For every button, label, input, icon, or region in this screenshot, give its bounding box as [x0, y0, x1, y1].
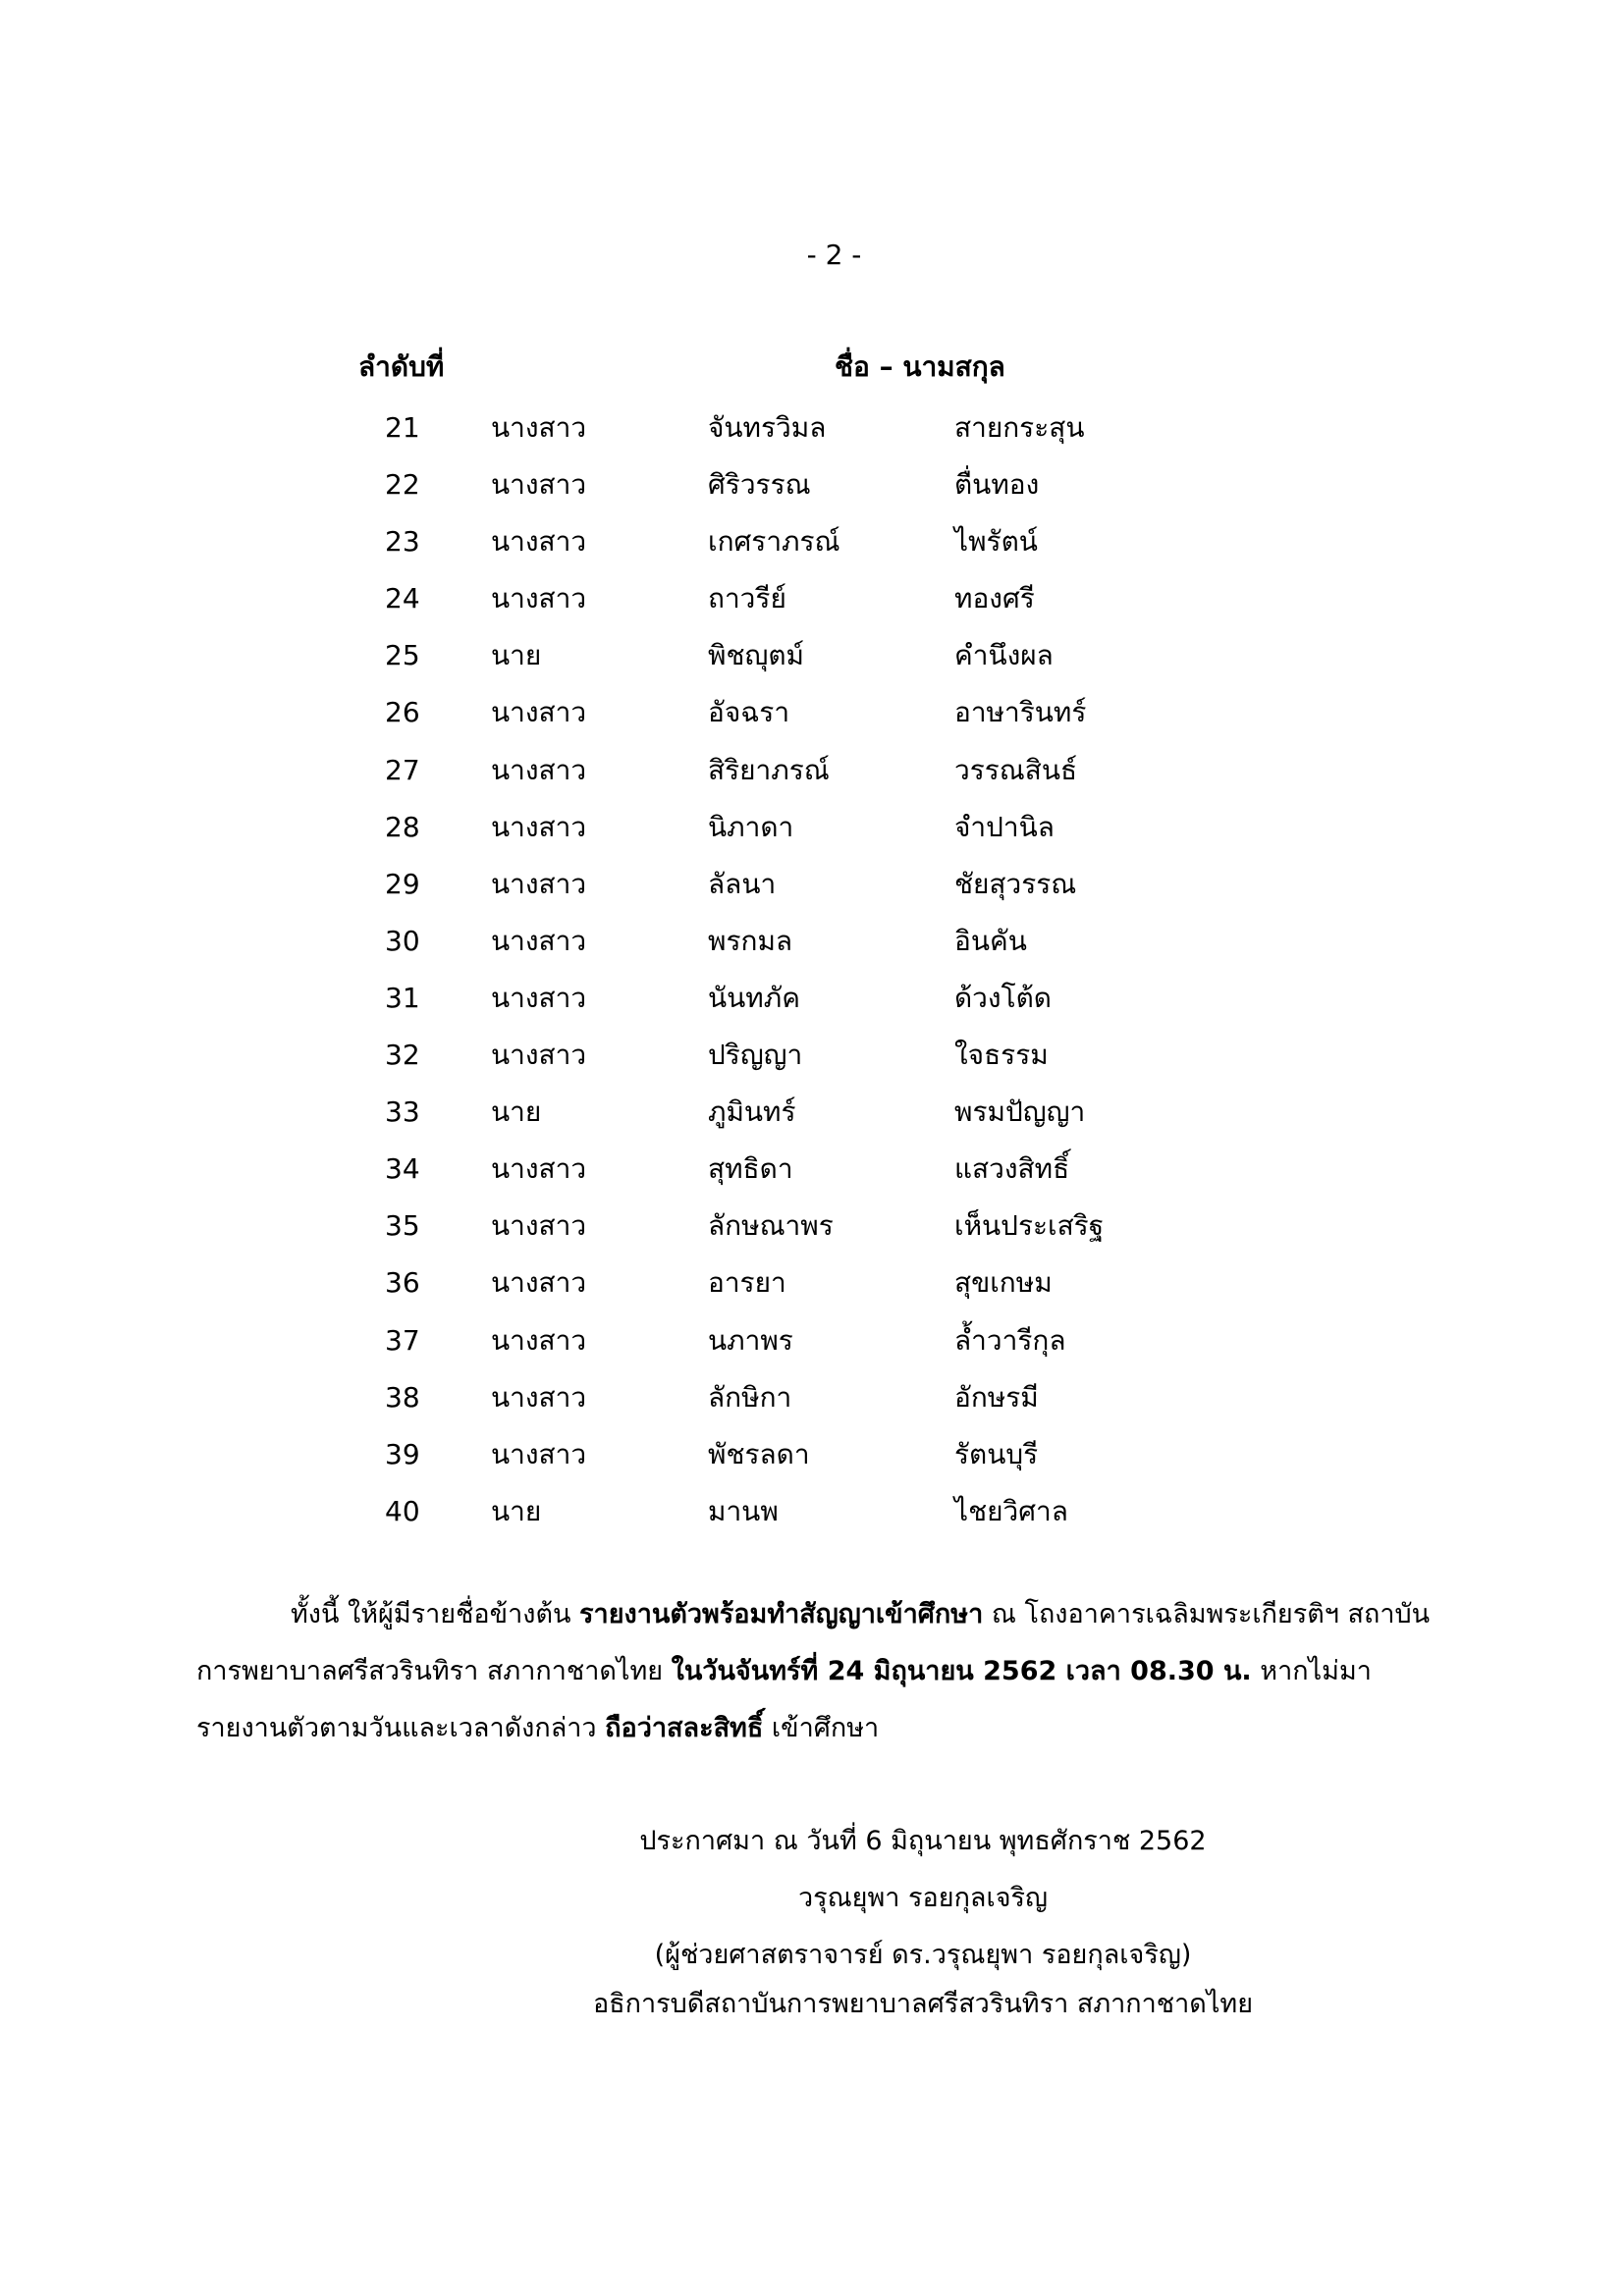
row-first-name: พิชญุตม์	[708, 639, 804, 672]
row-first-name: ลักษณาพร	[708, 1209, 834, 1243]
row-title: นางสาว	[491, 1380, 587, 1414]
row-last-name: อักษรมี	[954, 1380, 1039, 1414]
row-first-name: สุทธิดา	[708, 1152, 793, 1186]
row-first-name: มานพ	[708, 1494, 779, 1527]
row-number: 36	[385, 1266, 420, 1300]
signed-name: วรุณยุพา รอยกุลเจริญ	[797, 1883, 1049, 1913]
row-title: นางสาว	[491, 411, 587, 444]
row-number: 23	[385, 525, 420, 559]
header-full-name: ชื่อ – นามสกุล	[835, 350, 1005, 383]
row-first-name: ลัลนา	[708, 867, 777, 900]
table-row	[0, 1032, 1624, 1089]
row-first-name: เกศราภรณ์	[708, 525, 840, 559]
row-title: นาย	[491, 1095, 542, 1129]
table-row	[0, 1146, 1624, 1202]
row-number: 31	[385, 981, 420, 1014]
row-number: 27	[385, 753, 420, 786]
row-title: นางสาว	[491, 1323, 587, 1357]
row-number: 38	[385, 1380, 420, 1414]
header-sequence-number: ลำดับที่	[358, 350, 445, 383]
row-title: นาย	[491, 1494, 542, 1527]
row-number: 25	[385, 639, 420, 672]
row-number: 33	[385, 1095, 420, 1129]
row-last-name: สุขเกษม	[954, 1266, 1053, 1300]
table-row	[0, 632, 1624, 689]
table-header	[0, 346, 1624, 389]
row-first-name: ปริญญา	[708, 1039, 803, 1072]
signatory-full-name: (ผู้ช่วยศาสตราจารย์ ดร.วรุณยุพา รอยกุลเจริญ)	[654, 1940, 1192, 1970]
row-last-name: ชัยสุวรรณ	[954, 867, 1077, 900]
announcement-paragraph	[196, 1586, 1448, 1757]
row-number: 32	[385, 1039, 420, 1072]
row-title: นางสาว	[491, 1209, 587, 1243]
row-first-name: ศิริวรรณ	[708, 468, 811, 502]
row-first-name: นันทภัค	[708, 981, 800, 1014]
table-row	[0, 404, 1624, 461]
row-last-name: คำนึงผล	[954, 639, 1054, 672]
row-last-name: อินคัน	[954, 924, 1027, 957]
row-last-name: จำปานิล	[954, 810, 1055, 843]
row-last-name: ตื่นทอง	[954, 468, 1040, 502]
table-row	[0, 1431, 1624, 1488]
announcement-emphasis-report: รายงานตัวพร้อมทำสัญญาเข้าศึกษา	[579, 1599, 984, 1629]
row-last-name: สายกระสุน	[954, 411, 1085, 444]
row-title: นางสาว	[491, 981, 587, 1014]
table-row	[0, 804, 1624, 861]
table-row	[0, 1374, 1624, 1431]
row-last-name: ไชยวิศาล	[954, 1494, 1068, 1527]
row-title: นางสาว	[491, 753, 587, 786]
row-first-name: อัจฉรา	[708, 696, 790, 729]
row-first-name: อารยา	[708, 1266, 786, 1300]
row-title: นางสาว	[491, 1437, 587, 1470]
row-title: นางสาว	[491, 468, 587, 502]
table-row	[0, 1488, 1624, 1545]
row-number: 28	[385, 810, 420, 843]
table-row	[0, 461, 1624, 518]
row-title: นางสาว	[491, 867, 587, 900]
row-first-name: พรกมล	[708, 924, 793, 957]
row-last-name: ด้วงโต้ด	[954, 981, 1052, 1014]
row-title: นางสาว	[491, 1039, 587, 1072]
row-first-name: พัชรลดา	[708, 1437, 810, 1470]
row-last-name: วรรณสินธ์	[954, 753, 1078, 786]
row-last-name: แสวงสิทธิ์	[954, 1152, 1070, 1186]
table-row	[0, 747, 1624, 804]
row-title: นางสาว	[491, 696, 587, 729]
row-last-name: เห็นประเสริฐ	[954, 1209, 1105, 1243]
row-title: นางสาว	[491, 525, 587, 559]
row-first-name: ถาวรีย์	[708, 582, 786, 615]
row-number: 30	[385, 924, 420, 957]
announcement-emphasis-forfeit: ถือว่าสละสิทธิ์	[605, 1713, 764, 1743]
row-number: 35	[385, 1209, 420, 1243]
row-first-name: จันทรวิมล	[708, 411, 827, 444]
announcement-emphasis-date: ในวันจันทร์ที่ 24 มิถุนายน 2562 เวลา 08.30 น.	[671, 1656, 1252, 1686]
row-last-name: ใจธรรม	[954, 1039, 1049, 1072]
table-row	[0, 918, 1624, 975]
signature-block	[550, 1817, 1296, 2029]
table-row	[0, 1259, 1624, 1316]
table-row	[0, 518, 1624, 575]
row-number: 40	[385, 1494, 420, 1527]
row-title: นาย	[491, 639, 542, 672]
row-title: นางสาว	[491, 1152, 587, 1186]
row-title: นางสาว	[491, 582, 587, 615]
row-first-name: ลักษิกา	[708, 1380, 792, 1414]
announcement-date: ประกาศมา ณ วันที่ 6 มิถุนายน พุทธศักราช 2562	[639, 1826, 1207, 1856]
row-last-name: พรมปัญญา	[954, 1095, 1086, 1129]
row-title: นางสาว	[491, 810, 587, 843]
signatory-position: อธิการบดีสถาบันการพยาบาลศรีสวรินทิรา สภากาชาดไทย	[592, 1989, 1254, 2019]
announcement-text-1: ทั้งนี้ ให้ผู้มีรายชื่อข้างต้น	[291, 1599, 580, 1629]
table-row	[0, 575, 1624, 632]
row-first-name: สิริยาภรณ์	[708, 753, 830, 786]
row-number: 37	[385, 1323, 420, 1357]
table-row	[0, 689, 1624, 746]
row-number: 24	[385, 582, 420, 615]
row-title: นางสาว	[491, 924, 587, 957]
row-first-name: นภาพร	[708, 1323, 793, 1357]
table-row	[0, 1089, 1624, 1146]
row-last-name: ทองศรี	[954, 582, 1035, 615]
table-row	[0, 975, 1624, 1032]
row-last-name: ล้ำวารีกุล	[954, 1323, 1066, 1357]
table-row	[0, 861, 1624, 918]
page-number: - 2 -	[806, 239, 862, 271]
row-number: 29	[385, 867, 420, 900]
row-title: นางสาว	[491, 1266, 587, 1300]
row-first-name: ภูมินทร์	[708, 1095, 796, 1129]
announcement-text-3: หากไม่มารายงานตัวตามวันและเวลาดังกล่าว	[196, 1656, 1372, 1743]
row-number: 26	[385, 696, 420, 729]
table-row	[0, 1202, 1624, 1259]
name-list	[0, 404, 1624, 1545]
row-number: 34	[385, 1152, 420, 1186]
announcement-text-4: เข้าศึกษา	[763, 1713, 880, 1743]
row-last-name: รัตนบุรี	[954, 1437, 1039, 1470]
row-number: 22	[385, 468, 420, 502]
row-last-name: อาษารินทร์	[954, 696, 1087, 729]
announcement-text-2: ณ โถงอาคารเฉลิมพระเกียรติฯ สถาบันการพยาบาลศรีสวรินทิรา สภากาชาดไทย	[196, 1599, 1431, 1686]
row-number: 39	[385, 1437, 420, 1470]
table-row	[0, 1317, 1624, 1374]
row-last-name: ไพรัตน์	[954, 525, 1038, 559]
row-number: 21	[385, 411, 420, 444]
row-first-name: นิภาดา	[708, 810, 794, 843]
